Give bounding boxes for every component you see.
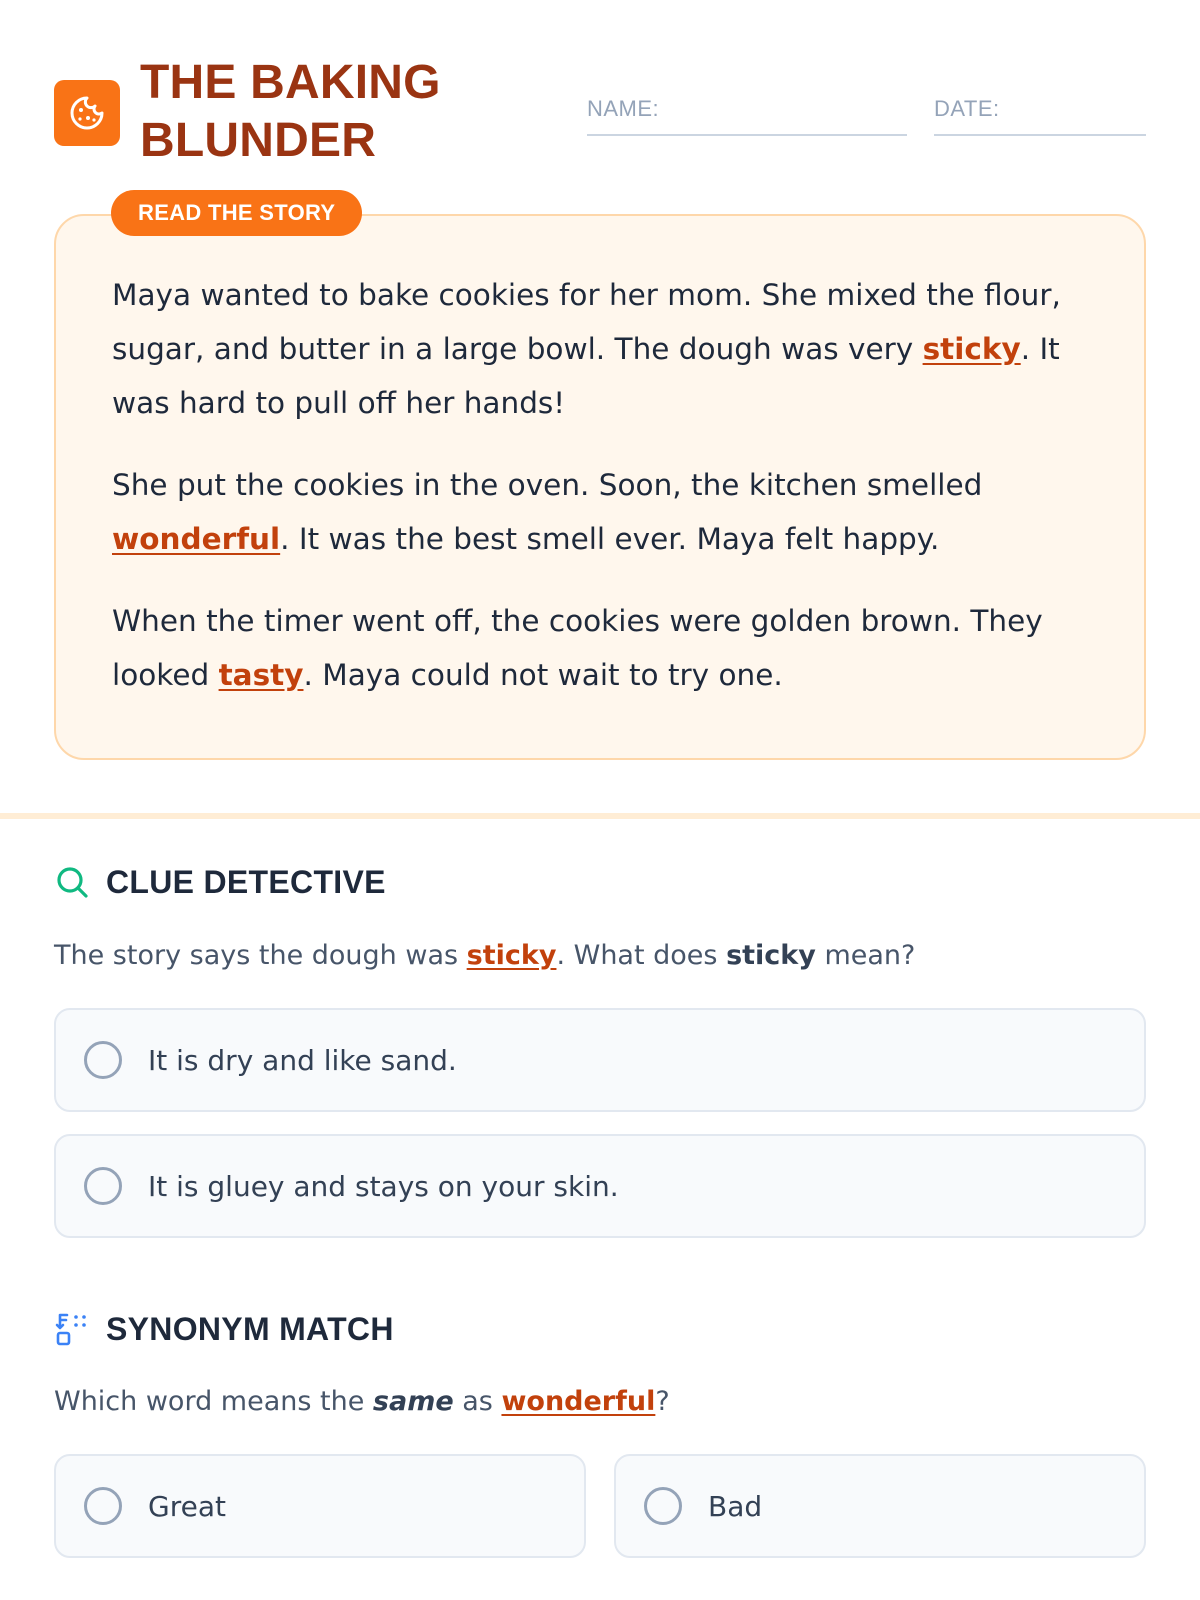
clue-question: The story says the dough was sticky. What does sticky mean?	[54, 940, 916, 971]
option-label: It is dry and like sand.	[148, 1043, 457, 1077]
story-paragraph-1: Maya wanted to bake cookies for her mom. She mixed the flour, sugar, and butter in a large bowl. The dough was very sticky. It was hard to pull off her hands!	[112, 278, 1061, 420]
radio-button[interactable]	[84, 1167, 122, 1205]
clue-detective-heading	[54, 862, 386, 902]
clue-option-1[interactable]	[54, 1008, 1146, 1112]
vocab-word-sticky: sticky	[922, 332, 1021, 366]
worksheet-header	[54, 52, 1146, 177]
clue-option-2[interactable]	[54, 1134, 1146, 1238]
option-label: It is gluey and stays on your skin.	[148, 1169, 619, 1203]
section-divider	[0, 813, 1200, 819]
vocab-word-sticky-question: sticky	[466, 940, 557, 971]
read-the-story-badge: READ THE STORY	[111, 190, 362, 236]
vocab-word-tasty: tasty	[218, 658, 304, 692]
clue-detective-title: CLUE DETECTIVE	[106, 863, 386, 900]
title-line-2: BLUNDER	[140, 114, 377, 167]
name-label: NAME:	[587, 96, 660, 121]
option-label: Bad	[708, 1489, 763, 1523]
story-paragraph-2: She put the cookies in the oven. Soon, the kitchen smelled wonderful. It was the best smell ever. Maya felt happy.	[112, 468, 983, 556]
synonym-option-bad[interactable]	[614, 1454, 1146, 1558]
match-icon	[54, 1310, 92, 1348]
radio-button[interactable]	[84, 1041, 122, 1079]
title-line-1: THE BAKING	[140, 56, 441, 109]
synonym-match-title: SYNONYM MATCH	[106, 1310, 394, 1347]
cookie-icon	[54, 80, 120, 146]
story-box	[54, 214, 1146, 760]
vocab-word-wonderful-question: wonderful	[501, 1386, 656, 1417]
vocab-word-wonderful: wonderful	[112, 522, 281, 556]
date-label: DATE:	[934, 96, 1000, 121]
radio-button[interactable]	[644, 1487, 682, 1525]
story-paragraph-3: When the timer went off, the cookies were golden brown. They looked tasty. Maya could not wait to try one.	[112, 604, 1043, 692]
synonym-option-great[interactable]	[54, 1454, 586, 1558]
synonym-question: Which word means the same as wonderful?	[54, 1386, 670, 1417]
option-label: Great	[148, 1489, 226, 1523]
worksheet-title	[140, 54, 441, 170]
date-field[interactable]	[934, 96, 1146, 136]
name-field[interactable]	[587, 96, 907, 136]
synonym-match-heading	[54, 1309, 394, 1349]
radio-button[interactable]	[84, 1487, 122, 1525]
search-icon	[54, 863, 92, 901]
